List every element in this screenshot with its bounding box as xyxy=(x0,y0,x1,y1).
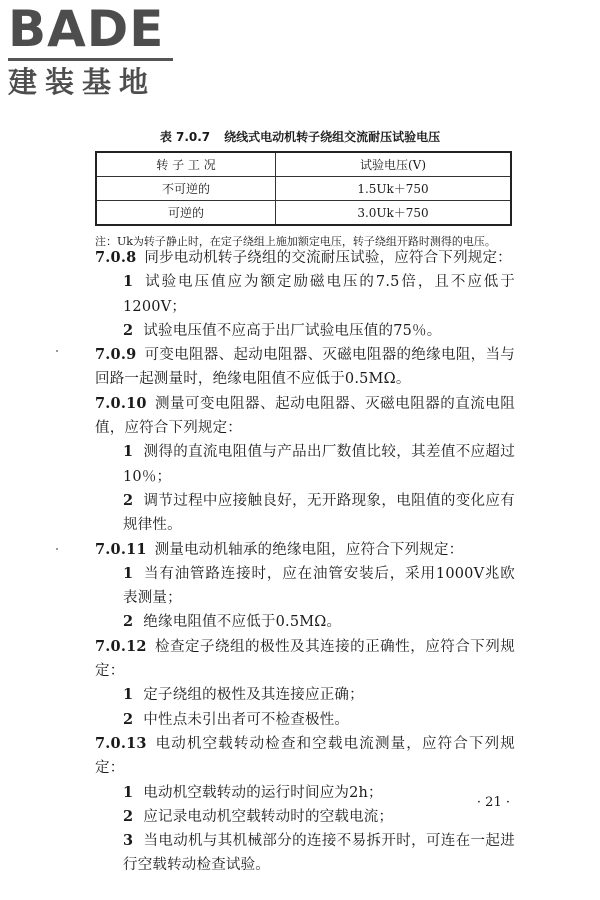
clause-paragraph xyxy=(95,392,515,441)
table-header-cell: 试验电压(V) xyxy=(276,152,512,177)
table-caption-title: 绕线式电动机转子绕组交流耐压试验电压 xyxy=(224,130,441,144)
clause-text: 检查定子绕组的极性及其连接的正确性，应符合下列规定： xyxy=(95,638,515,680)
table-cell: 3.0Uk＋750 xyxy=(276,201,512,226)
item-text: 绝缘电阻值不应低于0.5MΩ。 xyxy=(143,614,342,631)
item-number: 2 xyxy=(123,321,134,339)
item-text: 测得的直流电阻值与产品出厂数值比较，其差值不应超过10％； xyxy=(123,444,515,485)
item-paragraph xyxy=(95,319,515,343)
item-number: 2 xyxy=(123,491,134,509)
item-paragraph xyxy=(95,562,515,611)
clause-paragraph xyxy=(95,635,515,684)
item-number: 2 xyxy=(123,710,134,728)
item-paragraph xyxy=(95,270,515,319)
item-number: 1 xyxy=(123,564,134,582)
table-header-cell: 转 子 工 况 xyxy=(96,152,276,177)
clause-number: 7.0.12 xyxy=(95,637,147,655)
table-row xyxy=(96,177,511,201)
item-text: 中性点未引出者可不检查极性。 xyxy=(143,711,350,728)
scan-speck xyxy=(56,548,58,550)
scan-speck xyxy=(56,350,58,352)
item-paragraph xyxy=(95,610,515,634)
clause-number: 7.0.13 xyxy=(95,734,147,752)
clause-paragraph xyxy=(95,343,515,392)
item-text: 试验电压值不应高于出厂试验电压值的75％。 xyxy=(143,322,442,339)
clause-number: 7.0.9 xyxy=(95,346,137,364)
clause-text: 测量电动机轴承的绝缘电阻，应符合下列规定： xyxy=(154,541,464,558)
item-text: 定子绕组的极性及其连接应正确； xyxy=(143,687,364,704)
table-caption xyxy=(0,128,600,145)
item-number: 1 xyxy=(123,273,134,291)
body-text xyxy=(95,246,515,878)
item-paragraph xyxy=(95,683,515,707)
table-header-row xyxy=(96,152,511,177)
clause-text: 电动机空载转动检查和空载电流测量，应符合下列规定： xyxy=(95,735,515,777)
item-paragraph xyxy=(95,829,515,878)
item-text: 当电动机与其机械部分的连接不易拆开时，可连在一起进行空载转动检查试验。 xyxy=(123,833,515,874)
brand-logo xyxy=(8,0,183,99)
logo-divider xyxy=(8,58,173,61)
clause-text: 测量可变电阻器、起动电阻器、灭磁电阻器的直流电阻值，应符合下列规定： xyxy=(95,395,515,437)
logo-subtitle: 建装基地 xyxy=(8,65,157,99)
item-paragraph xyxy=(95,708,515,732)
page-number: · 21 · xyxy=(476,795,510,810)
logo-wordmark: BADE xyxy=(8,0,165,58)
table-cell: 可逆的 xyxy=(96,201,276,226)
table-note: 注：Uk为转子静止时，在定子绕组上施加额定电压，转子绕组开路时测得的电压。 xyxy=(95,235,496,248)
clause-number: 7.0.10 xyxy=(95,394,147,412)
clause-paragraph xyxy=(95,246,515,270)
item-number: 1 xyxy=(123,783,134,801)
clause-paragraph xyxy=(95,538,515,562)
clause-text: 可变电阻器、起动电阻器、灭磁电阻器的绝缘电阻，当与回路一起测量时，绝缘电阻值不应低于0.5MΩ。 xyxy=(95,347,515,388)
item-paragraph xyxy=(95,440,515,489)
item-number: 1 xyxy=(123,443,134,461)
voltage-table xyxy=(95,151,512,226)
item-number: 2 xyxy=(123,613,134,631)
item-text: 应记录电动机空载转动时的空载电流； xyxy=(143,808,394,825)
item-text: 当有油管路连接时，应在油管安装后，采用1000V兆欧表测量； xyxy=(123,565,515,607)
item-text: 调节过程中应接触良好，无开路现象，电阻值的变化应有规律性。 xyxy=(123,492,515,534)
item-number: 3 xyxy=(123,832,134,850)
item-text: 试验电压值应为额定励磁电压的7.5倍，且不应低于1200V； xyxy=(123,274,515,315)
clause-text: 同步电动机转子绕组的交流耐压试验，应符合下列规定： xyxy=(144,250,512,266)
table-cell: 不可逆的 xyxy=(96,177,276,201)
clause-paragraph xyxy=(95,732,515,781)
item-number: 2 xyxy=(123,807,134,825)
table-caption-number: 表 7.0.7 xyxy=(159,130,211,144)
item-text: 电动机空载转动的运行时间应为2h； xyxy=(143,784,383,801)
clause-number: 7.0.11 xyxy=(95,540,147,558)
item-paragraph xyxy=(95,489,515,538)
item-number: 1 xyxy=(123,686,134,704)
clause-number: 7.0.8 xyxy=(95,249,137,266)
table-cell: 1.5Uk＋750 xyxy=(276,177,512,201)
table-row xyxy=(96,201,511,226)
